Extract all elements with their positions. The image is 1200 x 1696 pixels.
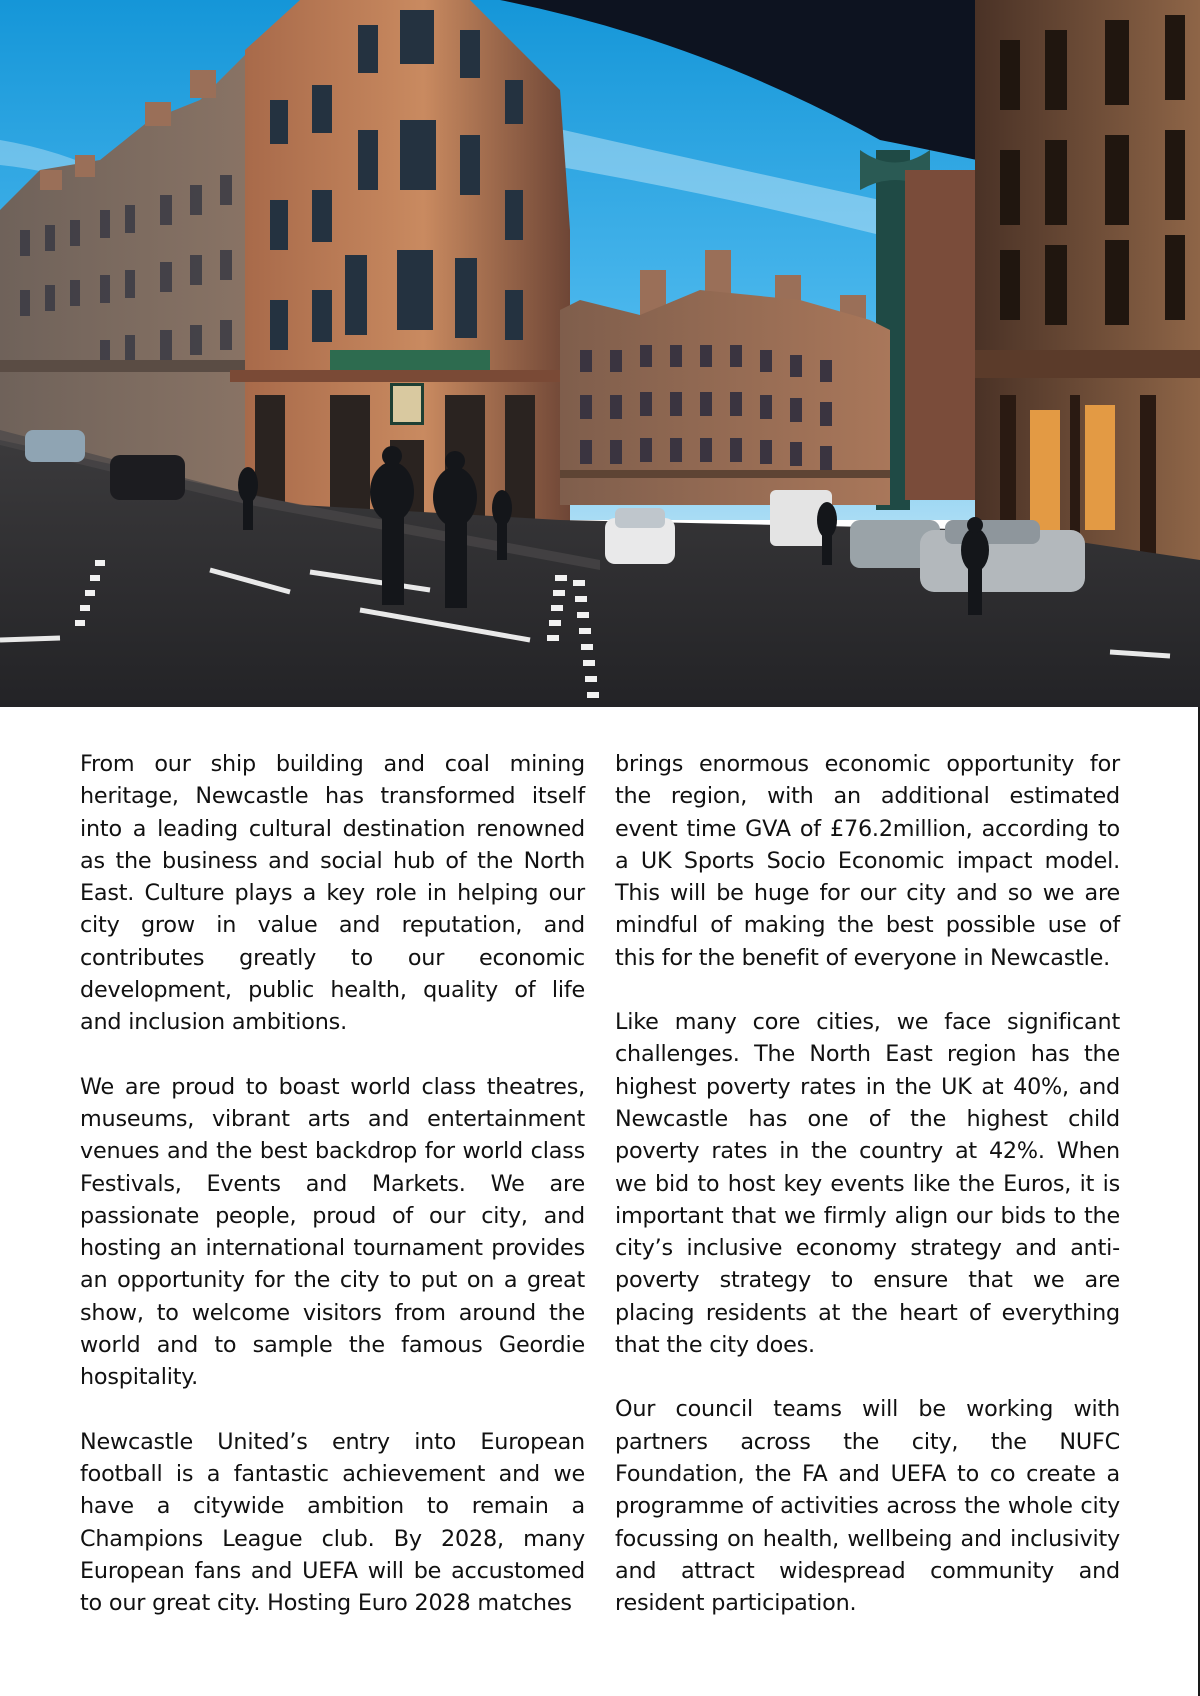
article-body bbox=[80, 748, 1120, 1619]
paragraph-heritage: From our ship building and coal mining heritage, Newcastle has transformed itself into a leading cultural destination renowned as the business and social hub of the North East. Culture plays a key role in helping our city grow in value and reputation, and contributes greatly to our economic development, public health, quality of life and inclusion ambitions. bbox=[80, 751, 585, 1036]
paragraph-economic-opportunity: brings enormous economic opportunity for the region, with an additional estimated event time GVA of £76.2million, according to a UK Sports Socio Economic impact model. This will be huge for our city and so we are mindful of making the best possible use of this for the benefit of everyone in Newcastle. bbox=[615, 751, 1120, 971]
right-column bbox=[615, 748, 1120, 1619]
hero-photo bbox=[0, 0, 1200, 707]
paragraph-venues: We are proud to boast world class theatres, museums, vibrant arts and entertainment venues and the best backdrop for world class Festivals, Events and Markets. We are passionate people, proud of our city, and hosting an international tournament provides an opportunity for the city to put on a great show, to welcome visitors from around the world and to sample the famous Geordie hospitality. bbox=[80, 1073, 585, 1391]
paragraph-challenges: Like many core cities, we face significant challenges. The North East region has the highest poverty rates in the UK at 40%, and Newcastle has one of the highest child poverty rates in the country at 42%. When we bid to host key events like the Euros, it is important that we firmly align our bids to the city’s inclusive economy strategy and anti-poverty strategy to ensure that we are placing residents at the heart of everything that the city does. bbox=[615, 1009, 1120, 1359]
paragraph-newcastle-united: Newcastle United’s entry into European football is a fantastic achievement and we have a citywide ambition to remain a Champions League club. By 2028, many European fans and UEFA will be accustomed to our great city. Hosting Euro 2028 matches bbox=[80, 1428, 585, 1617]
city-street-photo-icon bbox=[0, 0, 1200, 707]
left-column bbox=[80, 748, 585, 1619]
paragraph-council-teams: Our council teams will be working with partners across the city, the NUFC Foundation, the FA and UEFA to co create a programme of activities across the whole city focussing on health, wellbeing and inclusivity and attract widespread community and resident participation. bbox=[615, 1396, 1120, 1617]
